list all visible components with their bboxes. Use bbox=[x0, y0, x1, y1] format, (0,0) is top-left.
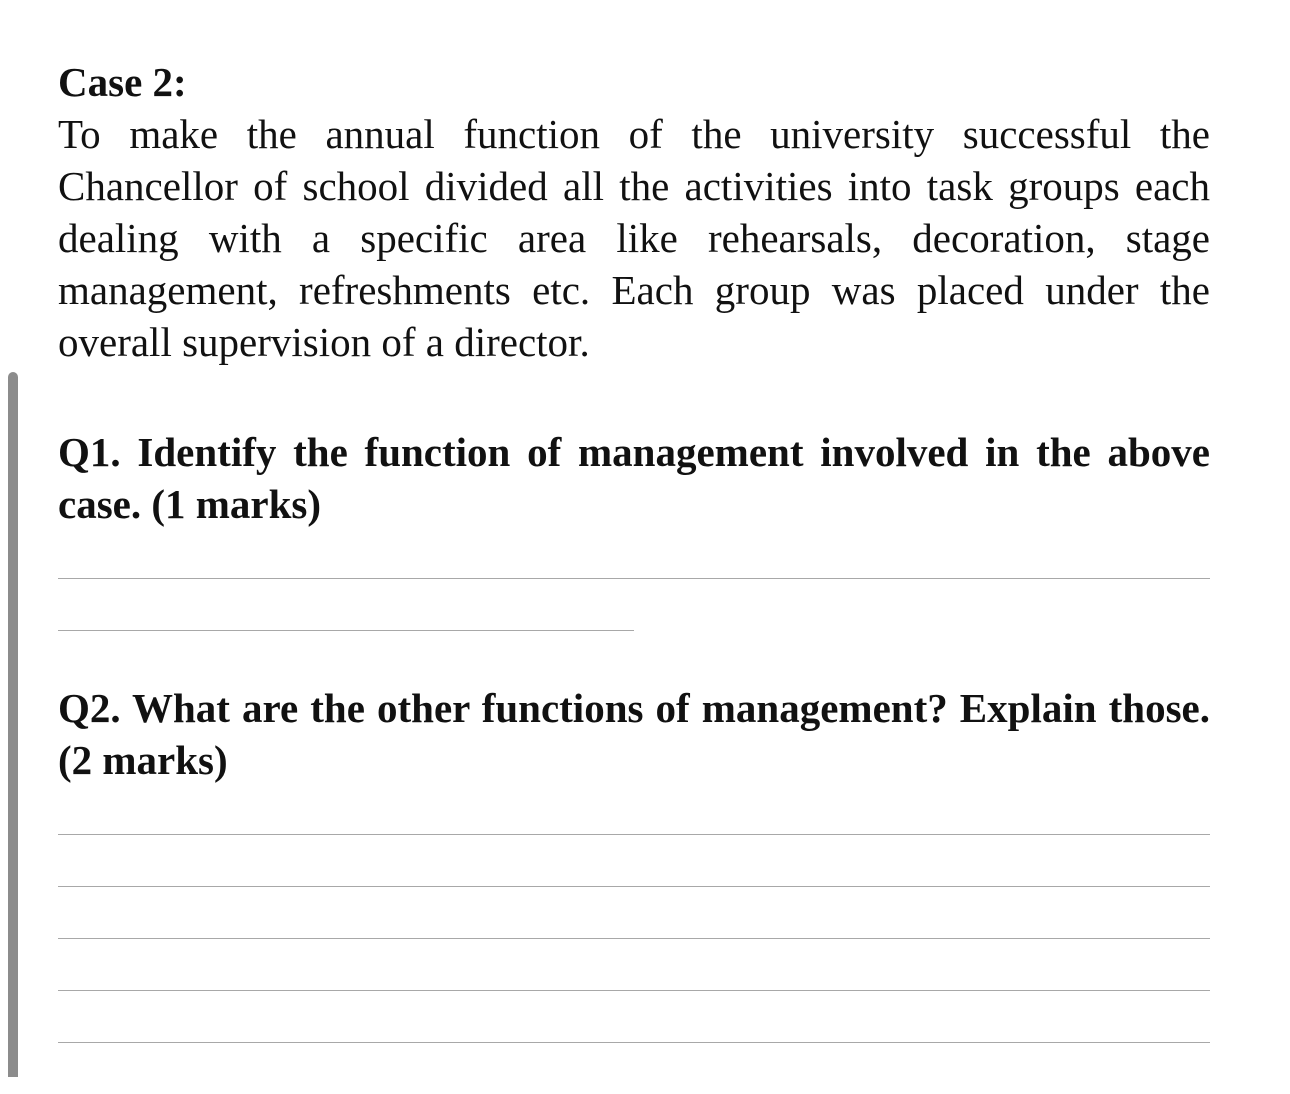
question-1-answer-lines bbox=[58, 578, 1210, 631]
question-2: Q2. What are the other functions of management? Explain those. (2 marks) bbox=[58, 685, 1210, 783]
question-1: Q1. Identify the function of management involved in the above case. (1 marks) bbox=[58, 429, 1210, 527]
question-2-answer-lines bbox=[58, 834, 1210, 1043]
scroll-indicator[interactable] bbox=[8, 372, 18, 1077]
answer-line bbox=[58, 990, 1210, 991]
answer-line bbox=[58, 834, 1210, 835]
answer-line bbox=[58, 1042, 1210, 1043]
case-title: Case 2: bbox=[58, 59, 187, 105]
answer-line bbox=[58, 886, 1210, 887]
answer-line bbox=[58, 630, 634, 631]
case-description: To make the annual function of the university successful the Chancellor of school divided all the activities into task groups each dealing with a specific area like rehearsals, decoration, stage management, refreshments etc. Each group was placed under the overall supervision of a director. bbox=[58, 111, 1210, 365]
answer-line bbox=[58, 578, 1210, 579]
case-document bbox=[58, 56, 1210, 1094]
answer-line bbox=[58, 938, 1210, 939]
